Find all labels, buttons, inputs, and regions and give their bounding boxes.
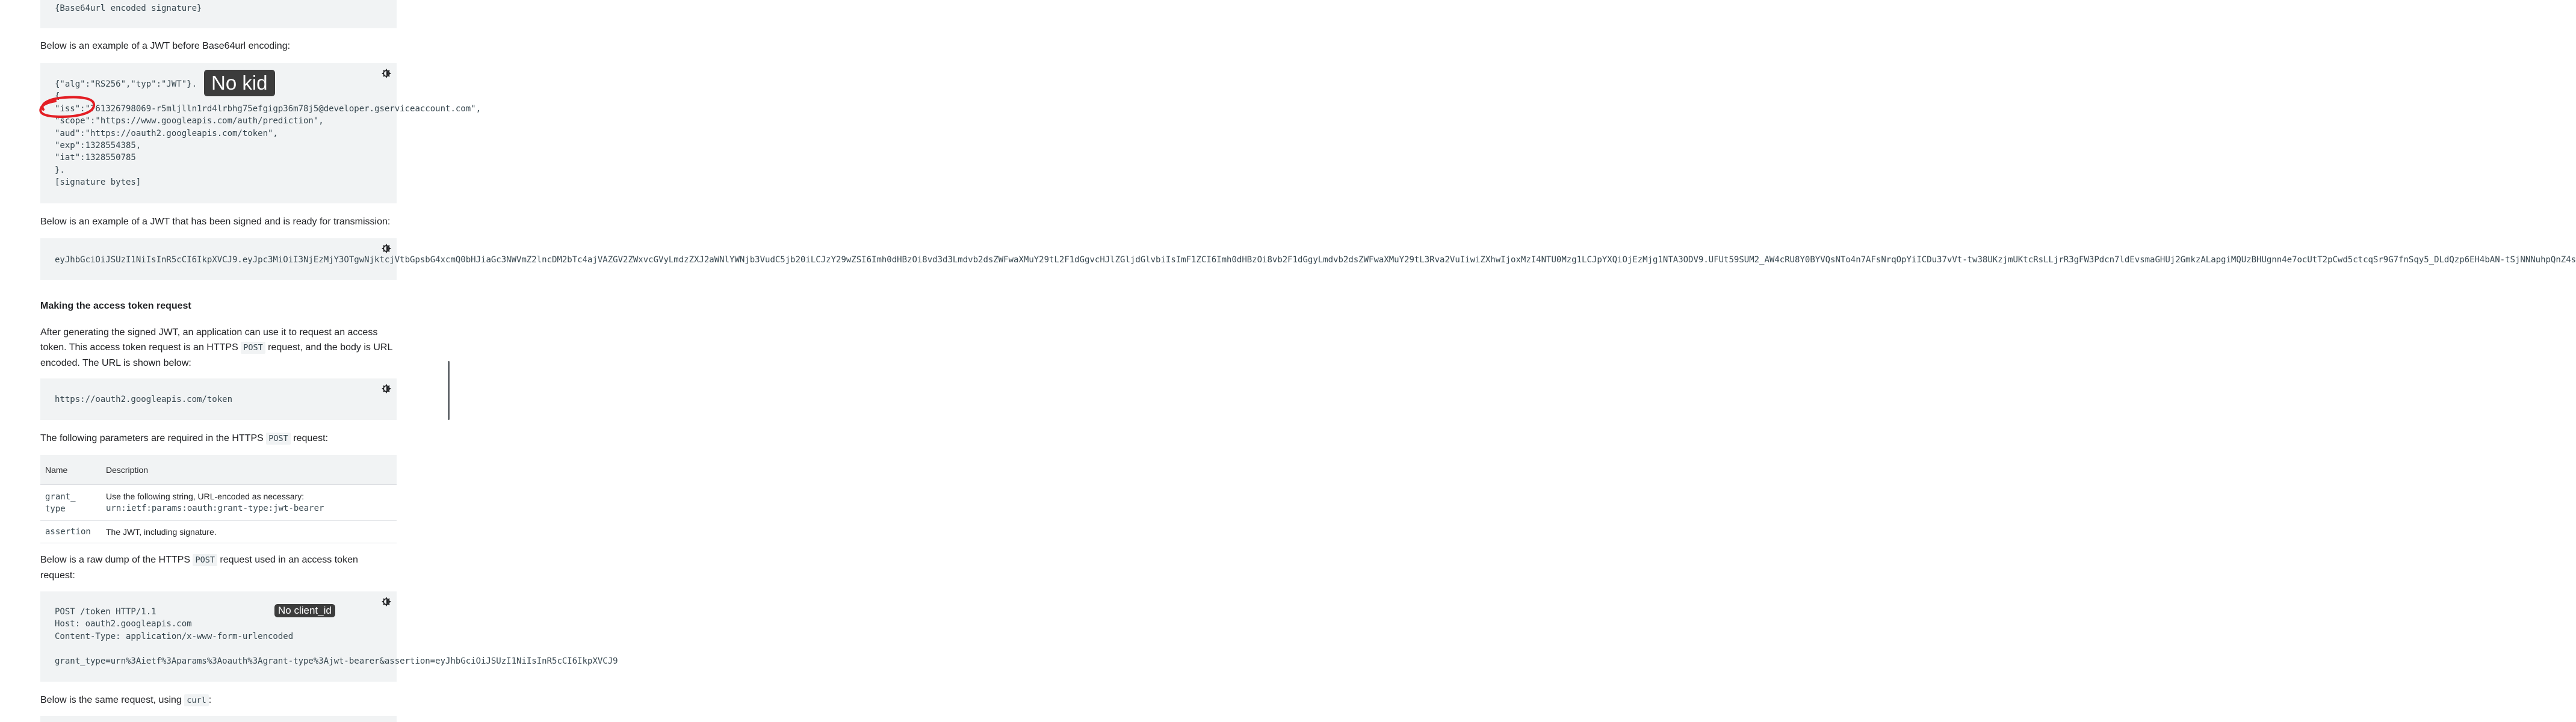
param-description [101,485,397,521]
raw-request-code [55,606,618,667]
code-line: "scope":"https://www.googleapis.com/auth/prediction", [55,116,324,126]
brightness-icon[interactable] [381,243,392,254]
code-line: [signature bytes] [55,177,141,188]
code-line: "aud":"https://oauth2.googleapis.com/token", [55,128,278,138]
para-parameters [40,431,401,446]
no-kid-annotation: No kid [204,70,275,96]
description-text: Use the following string, URL-encoded as necessary: [106,492,305,501]
para-example-before: Below is an example of a JWT before Base64url encoding: [40,41,291,51]
code-line: { [55,91,60,102]
no-client-id-annotation: No client_id [274,604,335,617]
text: The following parameters are required in the HTTPS [40,433,267,443]
token-url-code: https://oauth2.googleapis.com/token [55,395,233,404]
param-name: grant_ type [40,485,101,521]
table-header-name: Name [40,455,101,485]
table-row [40,521,397,543]
code-line: {"alg":"RS256","typ":"JWT"}. [55,79,197,89]
text: request used in an access token request: [40,555,358,581]
code-line: POST /token HTTP/1.1 [55,607,156,617]
code-line: Content-Type: application/x-www-form-urlencoded [55,631,294,641]
text: : [208,695,212,705]
param-name: assertion [40,521,101,543]
inline-code: POST [266,433,291,445]
text: Below is a raw dump of the HTTPS [40,555,193,565]
text: After generating the signed JWT, an application can use it to request an access token. This access token request is an HTTPS [40,327,378,353]
signed-jwt-code-block [40,238,2576,280]
text: request: [290,433,329,443]
brightness-icon[interactable] [381,68,392,79]
para-example-signed: Below is an example of a JWT that has been signed and is ready for transmission: [40,217,391,227]
brightness-icon[interactable] [381,383,392,394]
table-header-row [40,455,397,485]
section-heading: Making the access token request [40,301,191,311]
raw-request-code-block [40,591,618,682]
table-row [40,485,397,521]
para-raw-dump [40,552,377,583]
description-code: urn:ietf:params:oauth:grant-type:jwt-bearer [106,504,324,513]
signed-jwt-code: eyJhbGciOiJSUzI1NiIsInR5cCI6IkpXVCJ9.eyJpc3MiOiI3NjEzMjY3OTgwNjktcjVtbGpsbG4xcmQ0bHJiaGc3NWVmZ2lncDM2bTc4ajVAZGV2ZWxvcGVyLmdzZXJ2aWNlYWNjb3VudC5jb20iLCJzY29wZSI6Imh0dHBzOi8vd3d3Lmdvb2dsZWFwaXMuY29tL2F1dGgvcHJlZGljdGlvbiIsImF1ZCI6Imh0dHBzOi8vb2F1dGgyLmdvb2dsZWFwaXMuY29tL3Rva2VuIiwiZXhwIjoxMzI4NTU0Mzg1LCJpYXQiOjEzMjg1NTA3ODV9.UFUt59SUM2_AW4cRU8Y0BYVQsNTo4n7AFsNrqOpYiICDu37vVt-tw38UKzjmUKtcRsLLjrR3gFW3Pdcn7ldEvsmaGHUj2GmkzALapgiMQUzBHUgnn4e7ocUtT2pCwd5ctcqSr9G7fnSqy5_DLdQzp6EH4bAN-tSjNNNuhpQnZ4s [55,255,2576,265]
code-line: grant_type=urn%3Aietf%3Aparams%3Aoauth%3Agrant-type%3Ajwt-bearer&assertion=eyJhbGciOiJSUzI1NiIsInR5cCI6IkpXVCJ9 [55,656,618,666]
para-curl [40,693,401,708]
red-circle-annotation [36,91,99,122]
param-description: The JWT, including signature. [101,521,397,543]
text: request, and the body is URL encoded. The URL is shown below: [40,342,392,368]
code-line: Host: oauth2.googleapis.com [55,619,192,629]
page-scrollbar[interactable] [448,361,450,420]
code-line: }. [55,165,65,175]
table-header-description: Description [101,455,397,485]
para-after-generating [40,325,395,371]
inline-code: POST [241,342,265,354]
signature-code: {Base64url encoded signature} [55,4,202,13]
code-line: "iat":1328550785 [55,153,136,163]
curl-code-block [40,716,397,722]
code-line: "iss":"761326798069-r5mljlln1rd4lrbhg75efgigp36m78j5@developer.gserviceaccount.com", [55,103,481,114]
code-line: "exp":1328554385, [55,141,141,151]
parameters-table [40,455,397,543]
signature-code-block [40,0,397,28]
token-url-code-block [40,378,397,420]
inline-code: curl [184,694,209,706]
inline-code: POST [193,554,217,566]
text: Below is the same request, using [40,695,185,705]
